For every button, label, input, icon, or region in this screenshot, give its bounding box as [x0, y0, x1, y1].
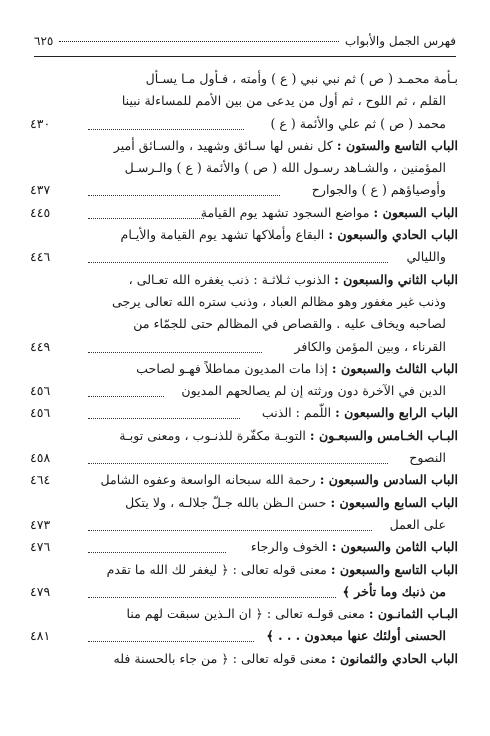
entry-description: بـأمة محمـد ( ص ) ثم نبي نبي ( ع ) وأمته ، فـأول مـا يسـأل — [145, 71, 458, 86]
entry-description: النصوح — [409, 450, 446, 466]
entry-description: والليالي — [406, 249, 446, 265]
line-text — [86, 581, 446, 603]
line-text — [86, 269, 458, 291]
line-text — [86, 603, 458, 625]
chapter-heading: من ذنبك وما تأخر ﴾ — [342, 583, 446, 599]
chapter-heading: الباب الحادي والثمانون : — [331, 650, 458, 666]
entry-description: إذا مات المديون مماطلاً فهـو لصاحب — [136, 360, 332, 376]
entry-description: وأوصياؤهم ( ع ) والجوارح — [311, 182, 446, 198]
index-entries — [30, 68, 458, 670]
line-text — [86, 536, 458, 558]
entry-description: حسن الـظن بالله جـلّ جلالـه ، ولا يتكل — [125, 494, 331, 510]
entry-description: كل نفس لها سـائق وشهيد ، والسـائق أمير — [113, 137, 337, 153]
index-line — [30, 380, 458, 402]
leader-dots — [88, 641, 254, 642]
index-line — [30, 559, 458, 581]
leader-dots — [88, 418, 240, 419]
leader-dots — [88, 129, 244, 130]
index-line — [30, 492, 458, 514]
line-text — [86, 157, 446, 179]
leader-dots — [88, 352, 262, 353]
index-line — [30, 269, 458, 291]
page-reference: ٤٧٩ — [30, 583, 51, 599]
page-reference: ٤٤٥ — [30, 204, 51, 220]
entry-description: معنى قوله تعالى : ﴿ ليغفر لك الله ما تقدم — [106, 561, 331, 577]
line-text — [86, 224, 458, 246]
entry-description: على العمل — [389, 516, 446, 532]
line-text — [86, 492, 458, 514]
index-line — [30, 179, 458, 201]
line-text — [86, 648, 458, 670]
line-text — [86, 113, 446, 135]
entry-description: محمد ( ص ) ثم علي والأئمة ( ع ) — [270, 115, 446, 131]
entry-description: البقاع وأملاكها تشهد يوم القيامة والأيـام — [120, 227, 329, 243]
line-text — [86, 559, 458, 581]
chapter-heading: الباب الثاني والسبعون : — [334, 271, 458, 287]
chapter-heading: الباب الثالث والسبعون : — [331, 360, 458, 376]
leader-dots — [88, 396, 164, 397]
leader-dots — [88, 552, 226, 553]
entry-description: اللّمم : الذنب — [261, 405, 336, 421]
index-line — [30, 291, 458, 313]
index-line — [30, 536, 458, 558]
index-line — [30, 90, 458, 112]
line-text — [86, 447, 446, 469]
entry-description: وذنب غير مغفور وهو مظالم العباد ، وذنب ستره الله تعالى يرجى — [112, 293, 446, 309]
line-text — [86, 402, 458, 424]
index-line — [30, 313, 458, 335]
line-text — [86, 135, 458, 157]
chapter-heading: الباب التاسع والسبعون : — [330, 561, 458, 577]
chapter-heading: البـاب الخـامس والسبعـون : — [309, 427, 458, 443]
index-line — [30, 202, 458, 224]
page-reference: ٤٤٩ — [30, 338, 51, 354]
index-line — [30, 425, 458, 447]
index-line — [30, 113, 458, 135]
leader-dots — [88, 597, 336, 598]
line-text — [86, 313, 446, 335]
line-text — [86, 625, 446, 647]
page-reference: ٤٦٤ — [30, 472, 51, 488]
line-text — [86, 202, 458, 224]
index-line — [30, 469, 458, 491]
line-text — [86, 68, 458, 90]
index-line — [30, 358, 458, 380]
running-header — [34, 34, 456, 52]
chapter-heading: الباب التاسع والستون : — [336, 137, 458, 153]
chapter-heading: البـاب الثمانـون : — [368, 606, 458, 622]
index-line — [30, 224, 458, 246]
page-reference: ٤٣٧ — [30, 182, 51, 198]
header-leader-dots — [59, 41, 339, 42]
header-rule — [34, 56, 456, 57]
page-number: ٦٢٥ — [34, 34, 54, 48]
entry-description: المؤمنين ، والشـاهد رسـول الله ( ص ) والأئمة ( ع ) والـرسـل — [124, 160, 446, 176]
entry-description: الذنوب ثـلاثـة : ذنب يغفره الله تعـالى ، — [128, 271, 335, 287]
leader-dots — [88, 463, 388, 464]
chapter-heading: الباب السبعون : — [373, 204, 458, 220]
index-line — [30, 447, 458, 469]
entry-description: معنى قوله تعالى : ﴿ من جاء بالحسنة فله — [113, 650, 331, 666]
entry-description: القرناء ، وبين المؤمن والكافر — [294, 338, 446, 354]
leader-dots — [88, 218, 204, 219]
chapter-heading: الحسنى أولئك عنها مبعدون . . . ﴾ — [266, 628, 446, 644]
chapter-heading: الباب السابع والسبعون : — [330, 494, 458, 510]
leader-dots — [88, 530, 372, 531]
entry-description: لصاحبه ويخاف عليه . والقصاص في المظالم حتى للجمّاء من — [133, 316, 446, 332]
chapter-heading: الباب السادس والسبعون : — [319, 472, 458, 488]
page-reference: ٤٣٠ — [30, 115, 51, 131]
leader-dots — [88, 262, 388, 263]
chapter-heading: الباب الحادي والسبعون : — [328, 227, 458, 243]
entry-description: مواضع السجود تشهد يوم القيامة — [200, 204, 374, 220]
page-reference: ٤٤٦ — [30, 249, 51, 265]
index-line — [30, 402, 458, 424]
page-reference: ٤٥٨ — [30, 450, 51, 466]
page-reference: ٤٧٦ — [30, 539, 51, 555]
line-text — [86, 90, 446, 112]
page-reference: ٤٧٣ — [30, 516, 51, 532]
line-text — [86, 380, 446, 402]
index-line — [30, 246, 458, 268]
index-line — [30, 336, 458, 358]
index-line — [30, 625, 458, 647]
index-line — [30, 514, 458, 536]
line-text — [86, 425, 458, 447]
page-reference: ٤٥٦ — [30, 405, 51, 421]
page-reference: ٤٨١ — [30, 628, 51, 644]
line-text — [86, 291, 446, 313]
line-text — [86, 469, 458, 491]
line-text — [86, 246, 446, 268]
entry-description: الدين في الآخرة دون ورثته إن لم يصالحهم المديون — [181, 383, 446, 399]
entry-description: رحمة الله سبحانه الواسعة وعفوه الشامل — [100, 472, 320, 488]
chapter-heading: الباب الرابع والسبعون : — [335, 405, 458, 421]
entry-description: التوبـة مكفّرة للذنـوب ، ومعنى توبـة — [119, 427, 310, 443]
index-line — [30, 603, 458, 625]
line-text — [86, 336, 446, 358]
leader-dots — [88, 195, 280, 196]
entry-description: معنى قولـه تعالى : ﴿ ان الـذين سبقت لهم منا — [126, 606, 369, 622]
index-line — [30, 157, 458, 179]
line-text — [86, 358, 458, 380]
index-line — [30, 581, 458, 603]
header-title: فهرس الجمل والأبواب — [344, 34, 456, 48]
chapter-heading: الباب الثامن والسبعون : — [331, 539, 458, 555]
line-text — [86, 514, 446, 536]
entry-description: القلم ، ثم اللوح ، ثم أول من يدعى من بين الأمم للمساءلة نبينا — [121, 93, 446, 109]
index-line — [30, 68, 458, 90]
entry-description: الخوف والرجاء — [250, 539, 332, 555]
index-line — [30, 648, 458, 670]
page-reference: ٤٥٦ — [30, 383, 51, 399]
index-line — [30, 135, 458, 157]
line-text — [86, 179, 446, 201]
